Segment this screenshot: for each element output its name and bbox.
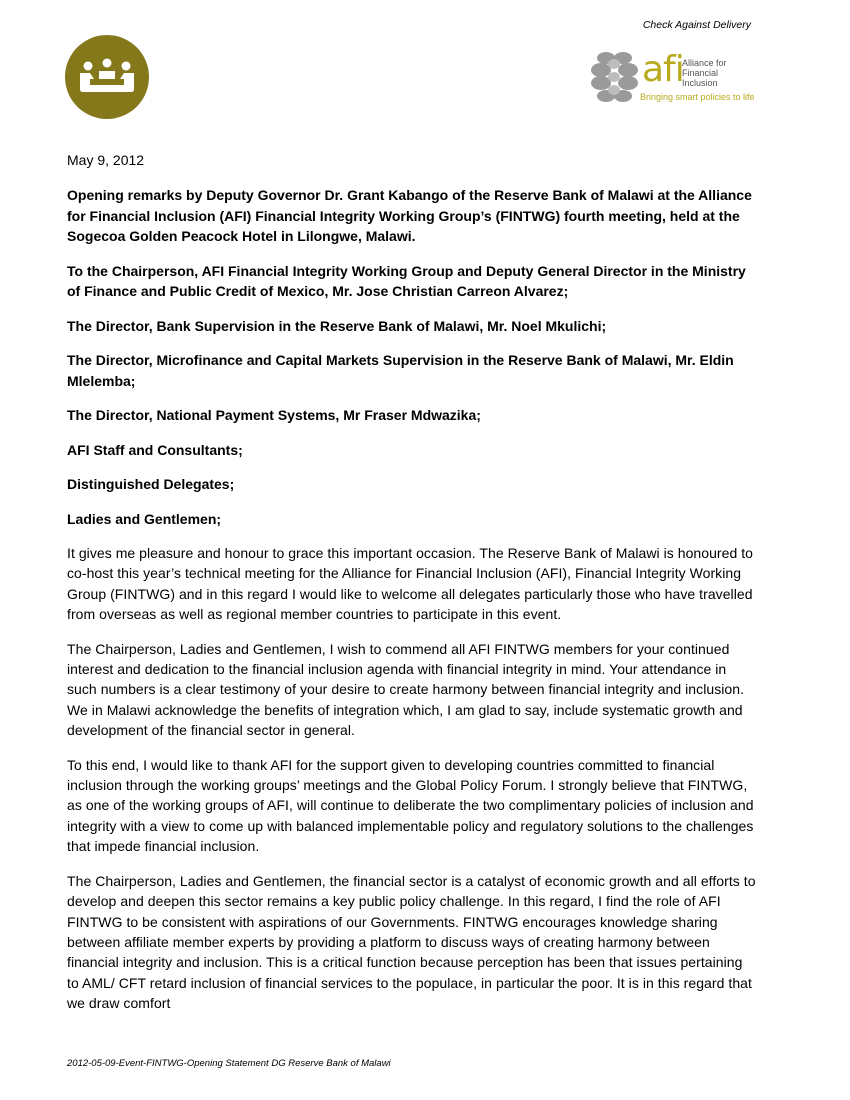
document-body	[67, 150, 757, 1028]
afi-logo	[590, 50, 755, 106]
salutation: To the Chairperson, AFI Financial Integrity Working Group and Deputy General Director in the Ministry of Finance and Public Credit of Mexico, Mr. Jose Christian Carreon Alvarez;	[67, 262, 746, 299]
body-paragraph: The Chairperson, Ladies and Gentlemen, the financial sector is a catalyst of economic growth and all efforts to develop and deepen this sector remains a key public policy challenge. In this regard, I find the role of AFI FINTWG to be consistent with aspirations of our Governments. FINTWG encourages knowledge sharing between affiliate member experts by providing a platform to discuss ways of creating harmony between financial integrity and inclusion. This is a critical function because perception has been that issues pertaining to AML/ CFT retard inclusion of financial services to the populace, in particular the poor. It is in this regard that we draw comfort	[67, 872, 756, 1012]
body-paragraph: It gives me pleasure and honour to grace this important occasion. The Reserve Bank of Malawi is honoured to co-host this year’s technical meeting for the Alliance for Financial Inclusion (AFI), Financial Integrity Working Group (FINTWG) and in this regard I would like to welcome all delegates particularly those who have travelled from overseas as well as regional member countries to participate in this event.	[67, 545, 754, 623]
afi-tagline: Bringing smart policies to life	[640, 92, 755, 102]
check-against-delivery-label: Check Against Delivery	[642, 19, 751, 31]
salutation: AFI Staff and Consultants;	[67, 441, 243, 458]
document-date: May 9, 2012	[67, 152, 145, 168]
body-paragraph: The Chairperson, Ladies and Gentlemen, I wish to commend all AFI FINTWG members for your continued interest and dedication to the financial inclusion agenda with financial integrity in mind. Your attendance in such numbers is a clear testimony of your desire to create harmony between financial integrity and inclusion. We in Malawi acknowledge the benefits of integration which, I am glad to say, include systematic growth and development of the financial sector in general.	[67, 640, 745, 739]
afi-name: Alliance for Financial Inclusion	[682, 58, 727, 88]
salutation: Ladies and Gentlemen;	[67, 510, 222, 527]
afi-wordmark: afi	[642, 49, 684, 90]
salutation: Distinguished Delegates;	[67, 476, 235, 492]
meeting-logo	[65, 35, 149, 119]
salutation: The Director, National Payment Systems, Mr Fraser Mdwazika;	[67, 407, 481, 423]
salutation: The Director, Microfinance and Capital Markets Supervision in the Reserve Bank of Malawi, Mr. Eldin Mlelemba;	[67, 352, 734, 389]
body-paragraph: To this end, I would like to thank AFI for the support given to developing countries committed to financial inclusion through the working groups’ meetings and the Global Policy Forum. I strongly believe that FINTWG, as one of the working groups of AFI, will continue to deliberate the two complimentary policies of inclusion and integrity with a view to come up with balanced implementable policy and regulatory solutions to the challenges that impede financial inclusion.	[67, 756, 754, 855]
meeting-table-icon	[65, 35, 149, 119]
brain-mark-icon	[590, 50, 640, 106]
footer-filename: 2012-05-09-Event-FINTWG-Opening Statement DG Reserve Bank of Malawi	[67, 1058, 391, 1069]
document-title: Opening remarks by Deputy Governor Dr. Grant Kabango of the Reserve Bank of Malawi at the Alliance for Financial Inclusion (AFI) Financial Integrity Working Group’s (FINTWG) fourth meeting, held at the Sogecoa Golden Peacock Hotel in Lilongwe, Malawi.	[67, 187, 752, 244]
salutation: The Director, Bank Supervision in the Reserve Bank of Malawi, Mr. Noel Mkulichi;	[67, 317, 607, 334]
